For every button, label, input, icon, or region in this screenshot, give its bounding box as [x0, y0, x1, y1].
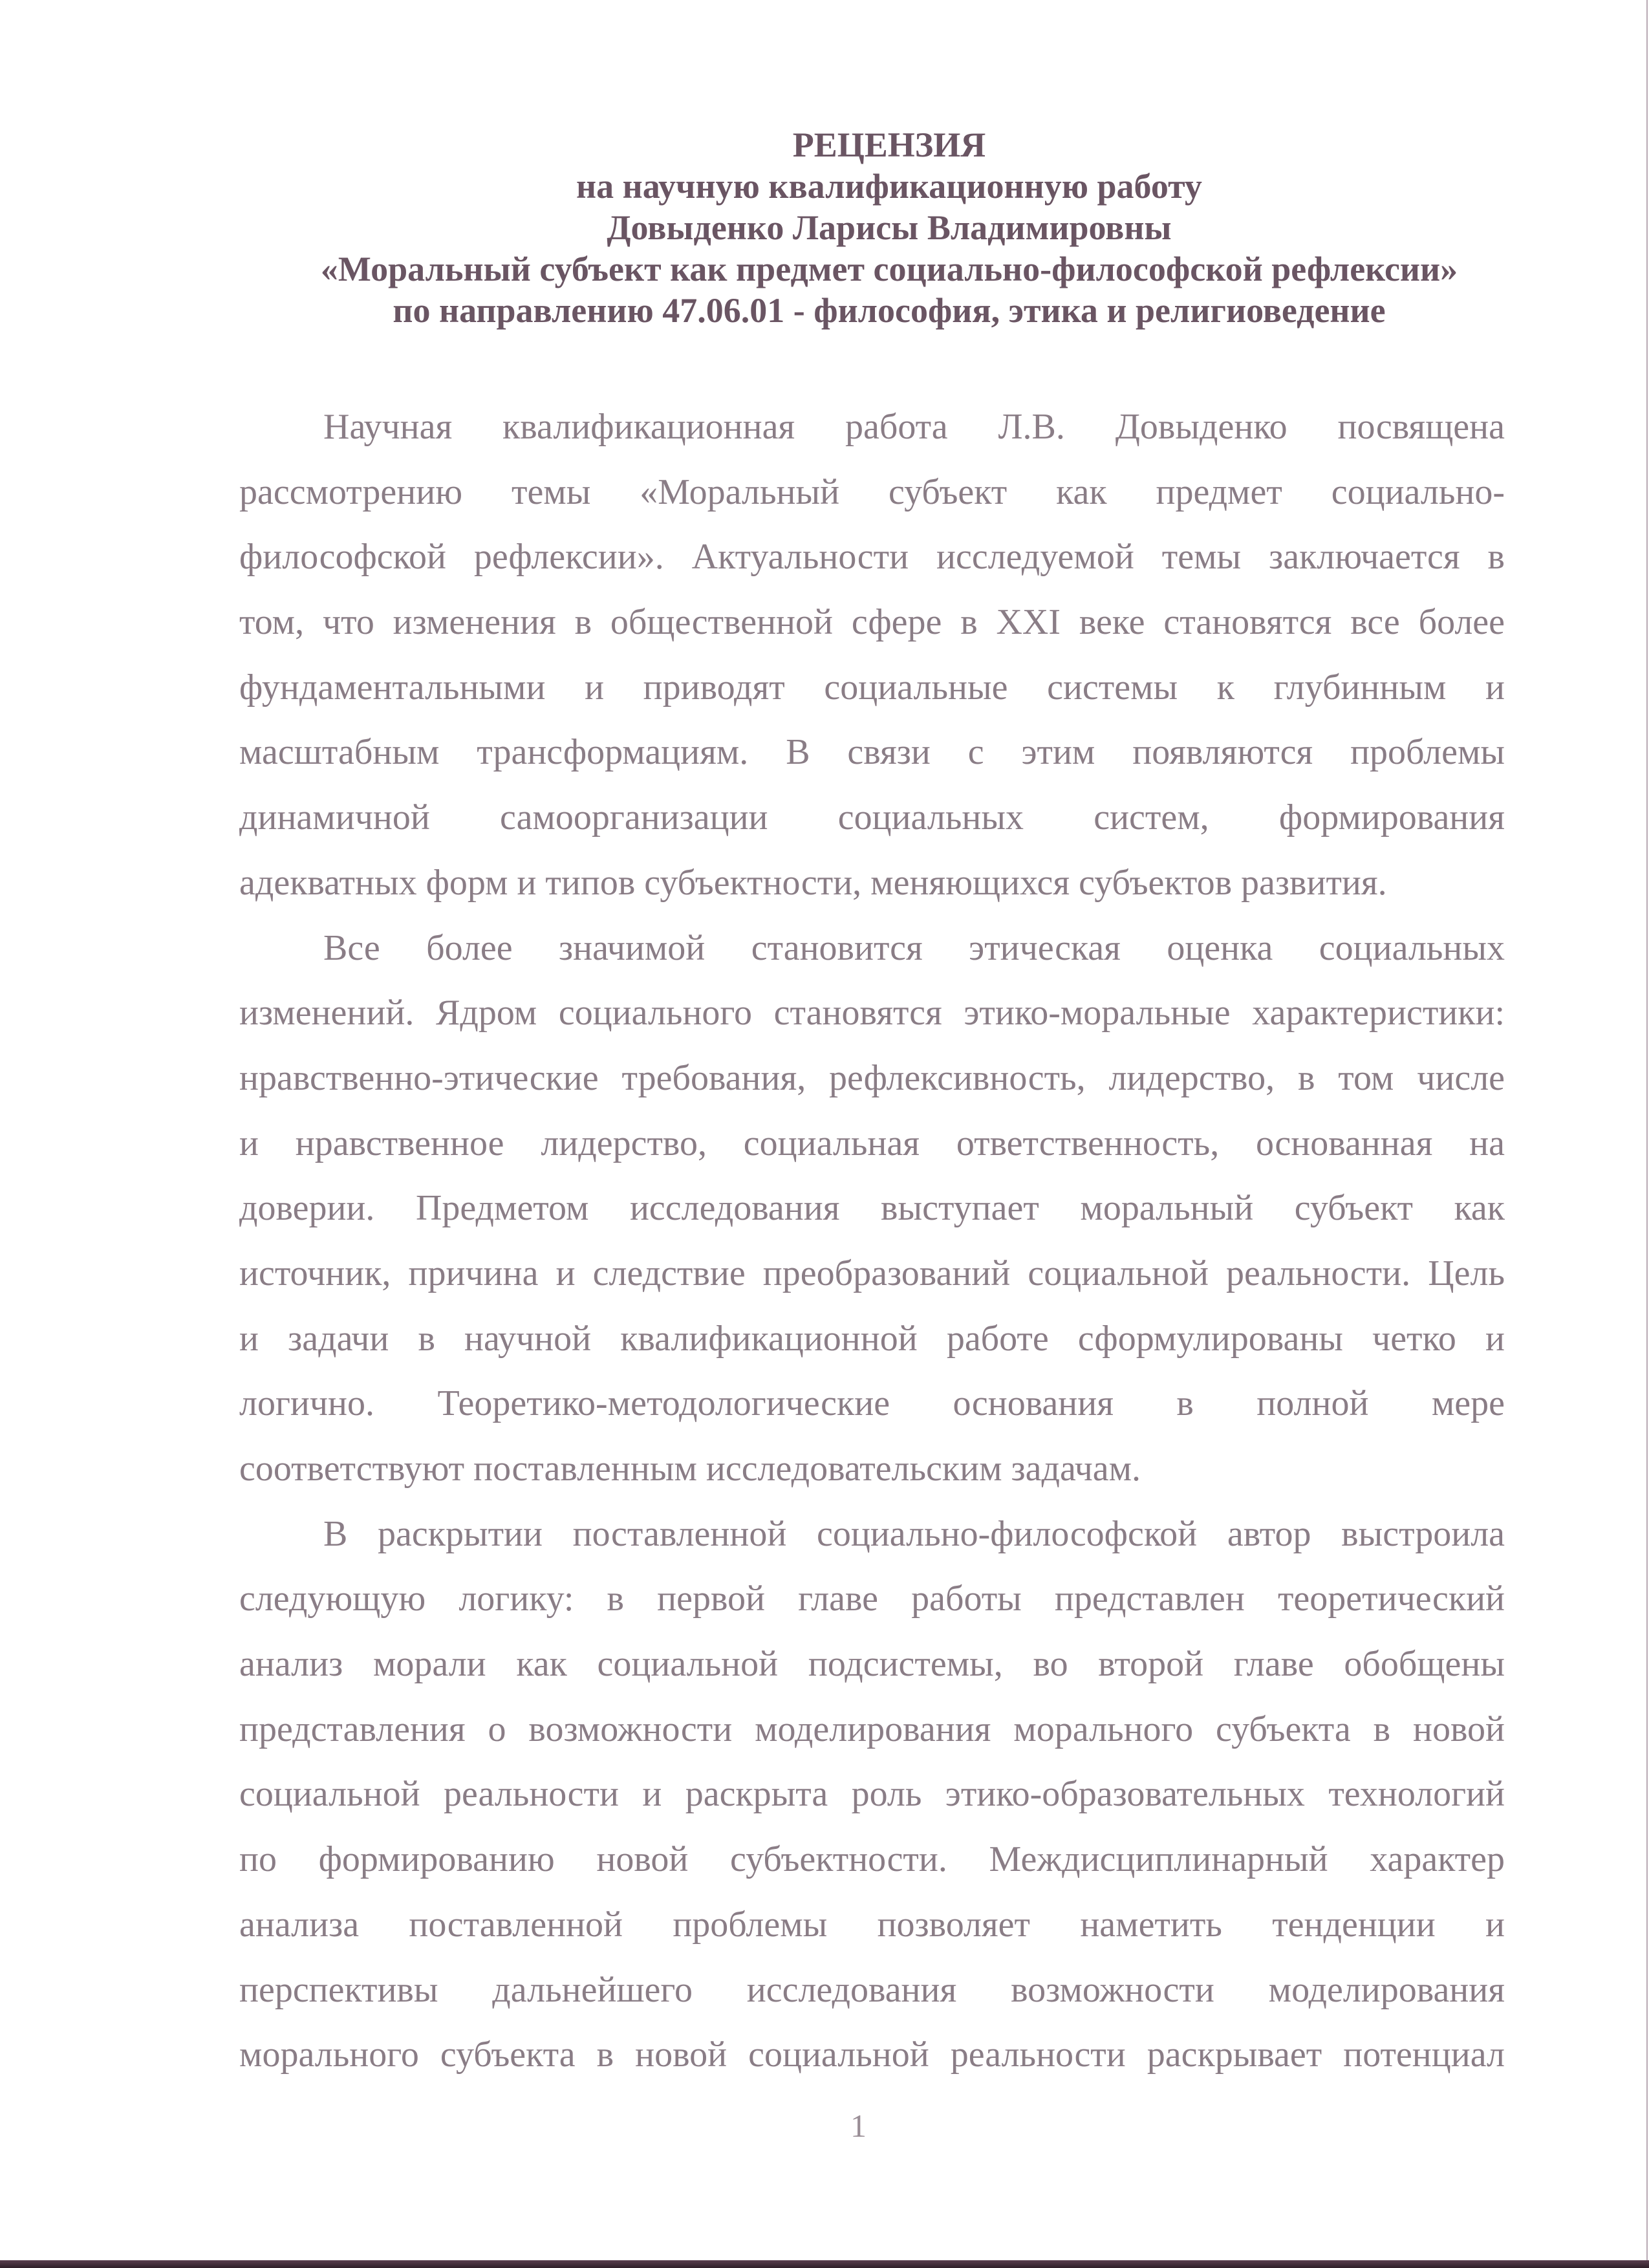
title-heading: РЕЦЕНЗИЯ: [792, 125, 986, 164]
document-body: [239, 394, 1505, 2088]
title-author: Довыденко Ларисы Владимировны: [607, 208, 1172, 247]
text-line: фундаментальными и приводят социальные системы к глубинным и: [239, 667, 1505, 707]
text-line: перспективы дальнейшего исследования возможности моделирования: [239, 1969, 1505, 2010]
title-topic: «Моральный субъект как предмет социально-философской рефлексии»: [320, 250, 1458, 288]
text-line: динамичной самоорганизации социальных систем, формирования: [239, 797, 1505, 838]
text-line: источник, причина и следствие преобразований социальной реальности. Цель: [239, 1253, 1505, 1293]
text-line: и задачи в научной квалификационной работе сформулированы четко и: [239, 1318, 1505, 1359]
text-line: масштабным трансформациям. В связи с этим появляются проблемы: [239, 732, 1505, 773]
text-line: Научная квалификационная работа Л.В. Довыденко посвящена: [323, 407, 1505, 447]
title-subtitle: на научную квалификационную работу: [576, 167, 1202, 206]
paragraph: [239, 1502, 1505, 2088]
text-line: по формированию новой субъектности. Междисциплинарный характер: [239, 1839, 1505, 1880]
scan-edge-bottom: [0, 2260, 1649, 2268]
paragraph: [239, 916, 1505, 1502]
text-line: соответствуют поставленным исследовательским задачам.: [239, 1449, 1141, 1489]
text-line: В раскрытии поставленной социально-философской автор выстроила: [323, 1513, 1505, 1554]
page-number: 1: [850, 2108, 867, 2144]
text-line: логично. Теоретико-методологические основания в полной мере: [239, 1383, 1505, 1424]
text-line: доверии. Предметом исследования выступает моральный субъект как: [239, 1188, 1505, 1229]
text-line: изменений. Ядром социального становятся этико-моральные характеристики:: [239, 993, 1505, 1033]
text-line: философской рефлексии». Актуальности исследуемой темы заключается в: [239, 537, 1505, 578]
text-line: и нравственное лидерство, социальная ответственность, основанная на: [239, 1123, 1505, 1163]
text-line: адекватных форм и типов субъектности, меняющихся субъектов развития.: [239, 862, 1387, 903]
paragraph: [239, 394, 1505, 916]
text-line: анализ морали как социальной подсистемы, во второй главе обобщены: [239, 1644, 1505, 1685]
text-line: том, что изменения в общественной сфере в XXI веке становятся все более: [239, 602, 1505, 643]
document-title: [239, 124, 1539, 331]
text-line: социальной реальности и раскрыта роль этико-образовательных технологий: [239, 1774, 1505, 1815]
text-line: морального субъекта в новой социальной реальности раскрывает потенциал: [239, 2035, 1505, 2075]
scan-edge-right: [1646, 0, 1648, 2268]
text-line: Все более значимой становится этическая оценка социальных: [323, 927, 1505, 968]
text-line: следующую логику: в первой главе работы представлен теоретический: [239, 1579, 1505, 1619]
text-line: анализа поставленной проблемы позволяет наметить тенденции и: [239, 1904, 1505, 1945]
title-direction: по направлению 47.06.01 - философия, этика и религиоведение: [393, 291, 1386, 330]
text-line: нравственно-этические требования, рефлексивность, лидерство, в том числе: [239, 1057, 1505, 1098]
text-line: представления о возможности моделирования морального субъекта в новой: [239, 1709, 1505, 1749]
text-line: рассмотрению темы «Моральный субъект как предмет социально-: [239, 471, 1505, 512]
